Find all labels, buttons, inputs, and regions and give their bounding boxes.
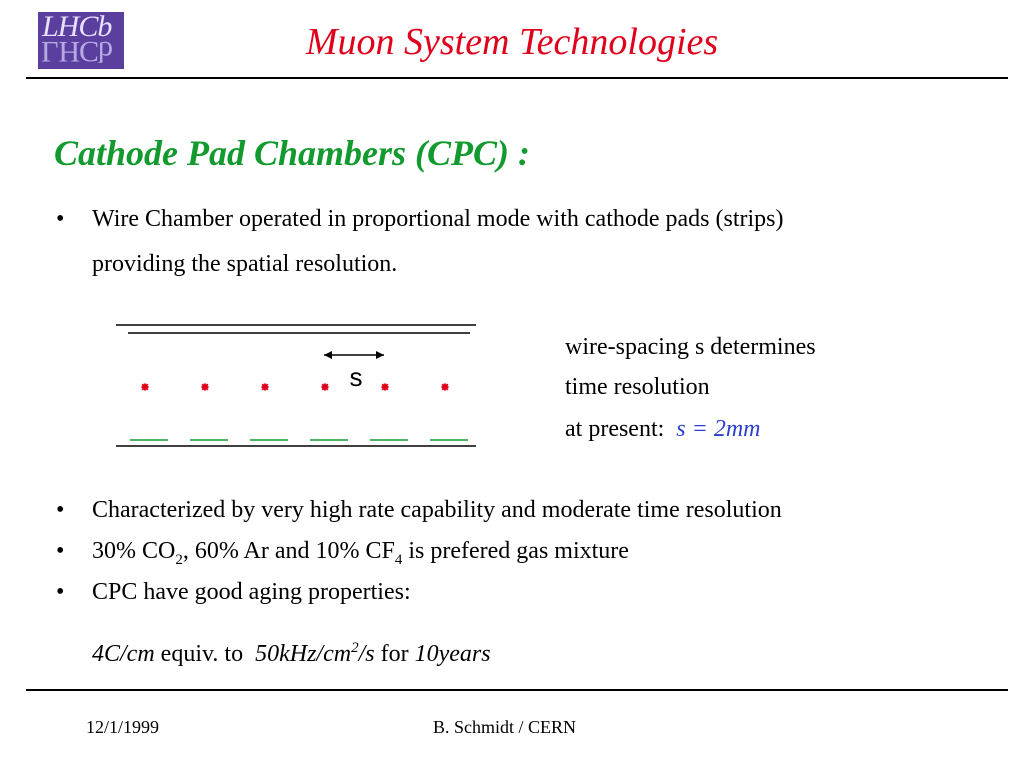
anode-wire xyxy=(382,384,389,391)
side-note-prefix: at present: xyxy=(565,416,665,442)
logo-reflection: LHCb xyxy=(41,35,112,68)
spacing-arrow-left-head xyxy=(324,351,332,359)
logo-text: LHCb xyxy=(42,12,112,43)
bullet-marker: • xyxy=(56,497,65,523)
bullet-marker: • xyxy=(56,206,65,232)
wire-chamber-diagram xyxy=(110,315,482,455)
anode-wire xyxy=(142,384,149,391)
anode-wire xyxy=(322,384,329,391)
spacing-label: s xyxy=(349,362,363,392)
wire-spacing-value: s = 2mm xyxy=(676,416,761,442)
side-note-line-1: wire-spacing s determines xyxy=(565,334,816,360)
bullet-rate-capability: Characterized by very high rate capability and moderate time resolution xyxy=(92,497,782,523)
anode-wire xyxy=(202,384,209,391)
bullet-marker: • xyxy=(56,579,65,605)
intro-line-2: providing the spatial resolution. xyxy=(92,251,398,277)
section-title: Cathode Pad Chambers (CPC) : xyxy=(54,133,531,173)
side-note-line-2: time resolution xyxy=(565,374,710,400)
bullet-marker: • xyxy=(56,538,65,564)
slide-title: Muon System Technologies xyxy=(305,21,719,63)
footer-rule xyxy=(26,689,1008,691)
aging-detail: 4C/cm equiv. to $50kHz/cm^2/s$ for 10years xyxy=(92,640,491,667)
footer-author: B. Schmidt / CERN xyxy=(433,717,577,737)
header-rule xyxy=(26,77,1008,79)
anode-wire xyxy=(262,384,269,391)
footer-date: 12/1/1999 xyxy=(86,717,160,737)
bullet-gas-mixture: 30% $CO_2$, 60% Ar and 10% $CF_4$ is prefered gas mixture xyxy=(92,538,629,568)
anode-wire xyxy=(442,384,449,391)
intro-line-1: Wire Chamber operated in proportional mode with cathode pads (strips) xyxy=(92,206,784,232)
bullet-aging: CPC have good aging properties: xyxy=(92,579,411,605)
spacing-arrow-right-head xyxy=(376,351,384,359)
side-note-line-3 xyxy=(565,416,761,443)
